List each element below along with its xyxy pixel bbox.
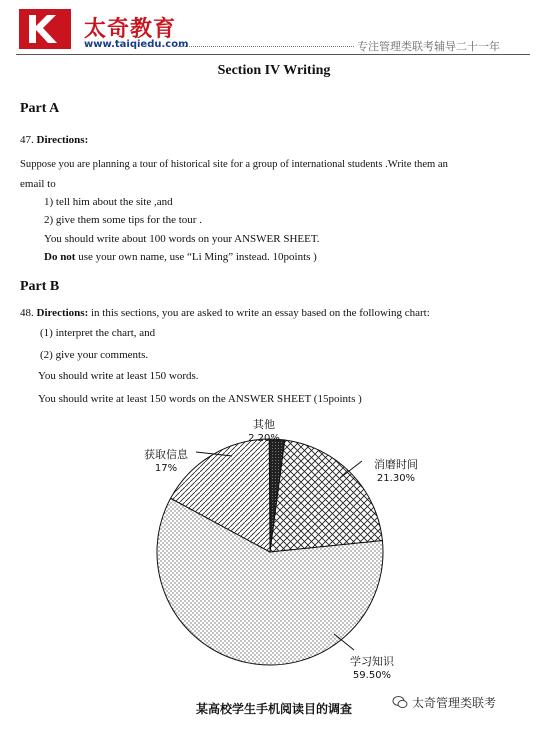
q47-text-line1: Suppose you are planning a tour of historical site for a group of international students .Write them an: [20, 159, 448, 170]
q47-number: 47.: [20, 134, 34, 146]
header-rule: [16, 54, 530, 55]
pie-label-name-1: 其他: [253, 418, 275, 431]
pie-label-name-2: 消磨时间: [374, 458, 418, 471]
q47-note-2-rest: use your own name, use “Li Ming” instead. 10points ): [78, 251, 317, 263]
q48-number: 48.: [20, 307, 34, 319]
pie-chart: [140, 412, 548, 682]
q48-directions: [20, 307, 430, 319]
chart-title: 某高校学生手机阅读目的调查: [195, 702, 352, 716]
watermark-text: 太奇管理类联考: [412, 696, 497, 710]
pie-label-name-4: 获取信息: [144, 448, 188, 461]
q48-note-1: You should write at least 150 words.: [38, 370, 199, 382]
brand-name: 太奇教育: [84, 17, 177, 42]
q47-text-line2: email to: [20, 178, 56, 190]
pie-label-name-3: 学习知识: [350, 655, 394, 668]
q48-item-2: (2) give your comments.: [40, 349, 149, 361]
part-b-heading: Part B: [20, 279, 60, 294]
brand-logo-icon: [19, 9, 71, 49]
q47-directions: [20, 134, 88, 146]
q48-text: in this sections, you are asked to write an essay based on the following chart:: [90, 307, 430, 319]
pie-label-value-4: 17%: [154, 463, 178, 474]
header-tagline: 专注管理类联考辅导二十一年: [357, 40, 500, 53]
pie-label-value-1: 2.20%: [248, 433, 280, 444]
pie-label-value-3: 59.50%: [352, 670, 392, 681]
q48-note-2: You should write at least 150 words on the ANSWER SHEET (15points ): [38, 393, 362, 405]
q47-note-2-bold: Do not: [44, 251, 76, 263]
q47-item-1: 1) tell him about the site ,and: [44, 196, 173, 208]
q48-label: Directions:: [36, 307, 89, 319]
pie-slice-2: [270, 440, 382, 552]
part-a-heading: Part A: [20, 101, 60, 116]
q47-note-2: [44, 251, 317, 263]
header-dotted-leader: [178, 46, 354, 47]
section-title: Section IV Writing: [217, 63, 331, 78]
brand-url: www.taiqiedu.com: [84, 39, 189, 50]
pie-label-value-2: 21.30%: [376, 473, 416, 484]
q47-item-2: 2) give them some tips for the tour .: [44, 214, 202, 226]
wechat-icon: [392, 694, 408, 710]
q47-note-1: You should write about 100 words on your ANSWER SHEET.: [44, 233, 320, 245]
q47-label: Directions:: [36, 134, 89, 146]
q48-item-1: (1) interpret the chart, and: [40, 327, 156, 339]
